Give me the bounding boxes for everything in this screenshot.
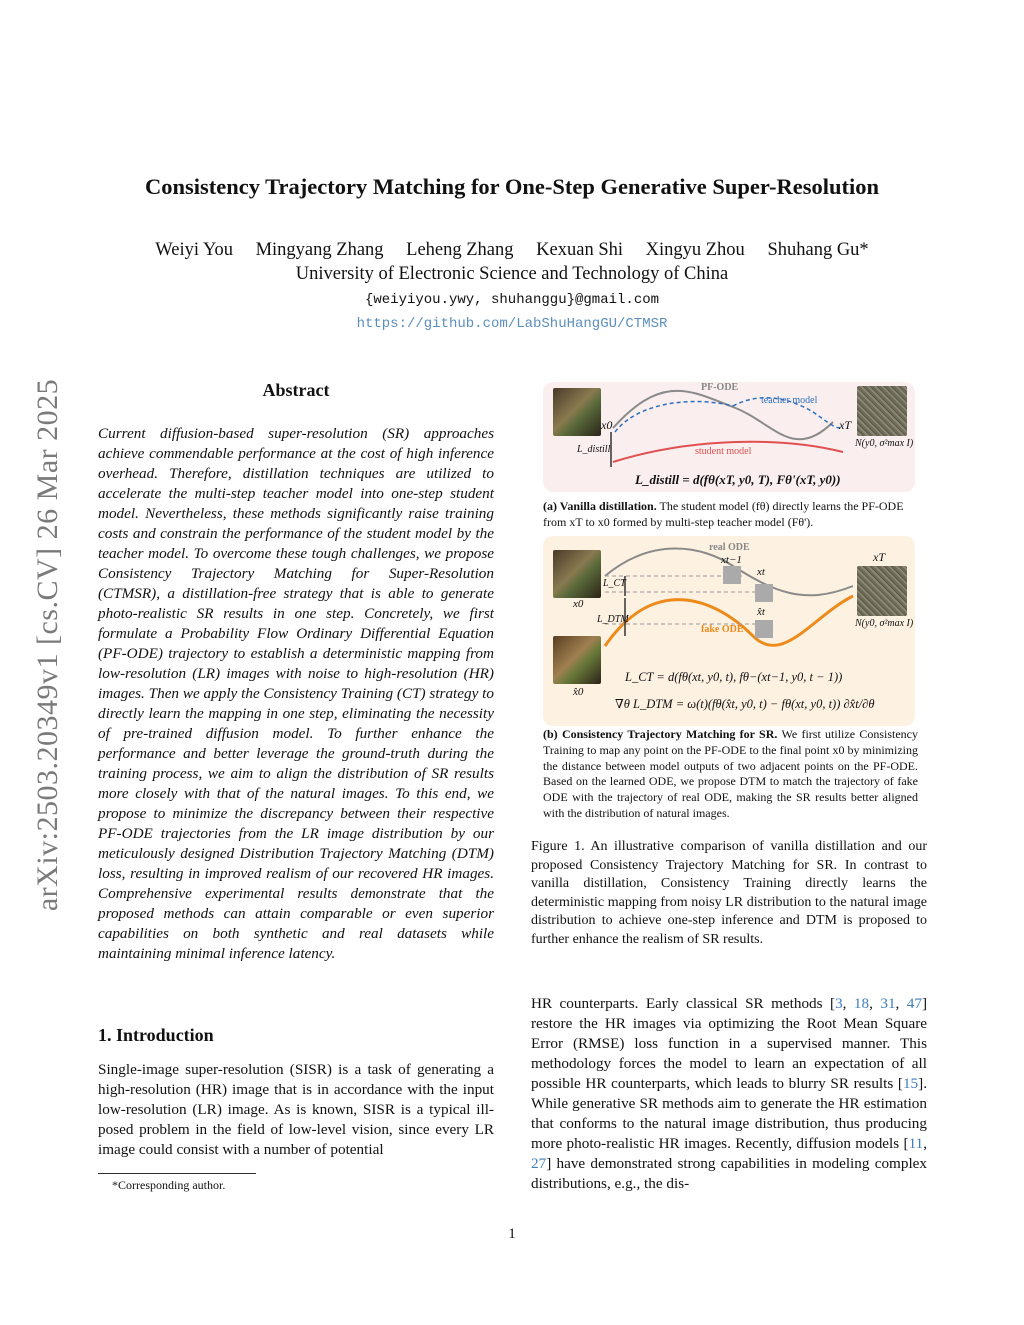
- body-text: ]. While generative SR methods aim to generate the HR estimation that conforms to the natural image distribution, thus producing more photo-realistic HR images. Recently, diffusion models [: [531, 1075, 927, 1152]
- abstract-text: Current diffusion-based super-resolution (SR) approaches achieve commendable performance at the cost of high inference overhead. Therefore, distillation techniques are utilized to accelerate the multi-step teacher model into one-step student model. Nevertheless, these methods significantly raise training costs and constrain the performance of the student model by the teacher model. To overcome these tough challenges, we propose Consistency Trajectory Matching for Super-Resolution (CTMSR), a distillation-free strategy that is able to generate photo-realistic SR results in one step. Concretely, we first formulate a Probability Flow Ordinary Differential Equation (PF-ODE) trajectory to establish a deterministic mapping from low-resolution (LR) images with noise to high-resolution (HR) images. Then we apply the Consistency Training (CT) strategy to directly learn the mapping in one step, eliminating the necessity of pre-trained diffusion model. To further enhance the performance and better leverage the ground-truth during the training process, we aim to align the distribution of SR results more closely with that of the natural images. To this end, we propose to minimize the discrepancy between their respective PF-ODE trajectories from the LR image distribution by our meticulously designed Distribution Trajectory Matching (DTM) loss, resulting in improved realism of our recovered HR images. Comprehensive experimental results demonstrate that the proposed methods can attain comparable or even superior capabilities on both synthetic and real datasets while maintaining minimal inference latency.: [98, 425, 494, 962]
- page-number: 1: [508, 1226, 516, 1242]
- footnote: *Corresponding author.: [112, 1178, 226, 1192]
- caption-label: (b) Consistency Trajectory Matching for SR.: [543, 727, 778, 741]
- noise-dist-label: N(y0, σ²max I): [855, 618, 914, 629]
- arxiv-identifier: arXiv:2503.20349v1 [cs.CV] 26 Mar 2025: [31, 378, 64, 912]
- x0-hat-label: x̂0: [573, 686, 584, 698]
- author-name: Xingyu Zhou: [645, 240, 745, 260]
- student-label: student model: [695, 446, 752, 457]
- body-text: ] have demonstrated strong capabilities in modeling complex distributions, e.g., the dis-: [531, 1155, 927, 1192]
- xt-hat-label: x̂t: [757, 606, 765, 618]
- caption-label: (a) Vanilla distillation.: [543, 499, 657, 513]
- author-name: Mingyang Zhang: [255, 240, 384, 260]
- real-ode-label: real ODE: [709, 542, 750, 553]
- github-link[interactable]: https://github.com/LabShuHangGU/CTMSR: [356, 316, 668, 332]
- figure-caption-a: [543, 498, 915, 530]
- affiliation: University of Electronic Science and Technology of China: [295, 264, 729, 284]
- author-name: Leheng Zhang: [406, 240, 514, 260]
- figure-1-caption: Figure 1. An illustrative comparison of vanilla distillation and our proposed Consistency Trajectory Matching for SR. In contrast to vanilla distillation, Consistency Training directly learns the deterministic mapping from noisy LR distribution to the natural image distribution to achieve one-step inference and DTM is proposed to further enhance the realism of SR results.: [531, 839, 927, 947]
- body-text: HR counterparts. Early classical SR methods [: [531, 995, 836, 1012]
- citation-link[interactable]: 3: [835, 995, 843, 1012]
- x0-label: x0: [573, 598, 584, 610]
- body-text: ] restore the HR images via optimizing the Root Mean Square Error (RMSE) loss function in a supervised manner. This methodology forces the model to learn an expectation of all possible HR counterparts, which leads to blurry SR results [: [531, 995, 928, 1092]
- xT-label: xT: [873, 550, 885, 564]
- teacher-label: teacher model: [761, 395, 818, 406]
- ct-formula: L_CT = d(fθ(xt, y0, t), fθ−(xt−1, y0, t − 1)): [625, 670, 843, 684]
- figure-caption-b: [543, 727, 918, 822]
- fake-ode-curve: [605, 596, 853, 646]
- caption-text: The student model (fθ) directly learns the PF-ODE from xT to x0 formed by multi-step teacher model (Fθ').: [543, 499, 904, 529]
- footnote-rule: [98, 1173, 256, 1174]
- citation-link[interactable]: 27: [531, 1155, 547, 1172]
- dtm-formula: ∇θ L_DTM = ω(t)(fθ(x̂t, y0, t) − fθ(xt, y0, t)) ∂x̂t/∂θ: [615, 697, 875, 711]
- abstract-heading: Abstract: [262, 380, 330, 400]
- xt-label: xt: [757, 566, 765, 578]
- distill-loss-label: L_distill: [577, 444, 611, 455]
- citation-link[interactable]: 15: [902, 1075, 919, 1092]
- citation-link[interactable]: 31: [880, 995, 896, 1012]
- fake-ode-label: fake ODE: [701, 624, 744, 635]
- figure-panel-b: [543, 536, 915, 726]
- distill-formula: L_distill = d(fθ(xT, y0, T), Fθ'(xT, y0)): [635, 472, 841, 487]
- figure-panel-a: [543, 382, 915, 492]
- citation-link[interactable]: 18: [853, 995, 870, 1012]
- ct-loss-label: L_CT: [603, 578, 626, 589]
- author-name: Shuhang Gu*: [767, 240, 869, 260]
- pf-ode-label: PF-ODE: [701, 382, 739, 393]
- intro-paragraph: Single-image super-resolution (SISR) is a task of generating a high-resolution (HR) image that is in accordance with the input low-resolution (LR) image. As is known, SISR is a typical ill-posed problem in the field of low-level vision, since every LR image could consist with a number of potential: [98, 1061, 494, 1158]
- section-heading: 1. Introduction: [98, 1025, 214, 1045]
- xt-minus-1-label: xt−1: [721, 554, 742, 566]
- author-name: Kexuan Shi: [536, 240, 623, 260]
- teacher-trajectory: [615, 402, 733, 432]
- xT-label: xT: [839, 418, 851, 432]
- citation-link[interactable]: 11: [908, 1135, 924, 1152]
- author-email: {weiyiyou.ywy, shuhanggu}@gmail.com: [364, 292, 660, 308]
- noise-dist-label: N(y0, σ²max I): [855, 438, 914, 449]
- dtm-loss-label: L_DTM: [597, 614, 629, 625]
- author-list: [0, 240, 1024, 261]
- citation-link[interactable]: 47: [906, 995, 922, 1012]
- intro-paragraph-continued: HR counterparts. Early classical SR methods [3, 18, 31, 47] restore the HR images via optimizing the Root Mean Square Error (RMSE) loss function in a supervised manner. This methodology forces the model to learn an expectation of all possible HR counterparts, which leads to blurry SR results [15]. While generative SR methods aim to generate the HR estimation that conforms to the natural image distribution, thus producing more photo-realistic HR images. Recently, diffusion models [11, 27] have demonstrated strong capabilities in modeling complex distributions, e.g., the dis-: [531, 995, 928, 1192]
- paper-title: Consistency Trajectory Matching for One-Step Generative Super-Resolution: [144, 174, 880, 199]
- x0-label: x0: [601, 418, 613, 432]
- author-name: Weiyi You: [155, 240, 233, 260]
- caption-text: We first utilize Consistency Training to map any point on the PF-ODE to the final point x0 by minimizing the distance between model outputs of two adjacent points on the PF-ODE. Based on the learned ODE, we propose DTM to match the trajectory of fake ODE with the trajectory of real ODE, making the SR results better aligned with the distribution of natural images.: [543, 727, 918, 820]
